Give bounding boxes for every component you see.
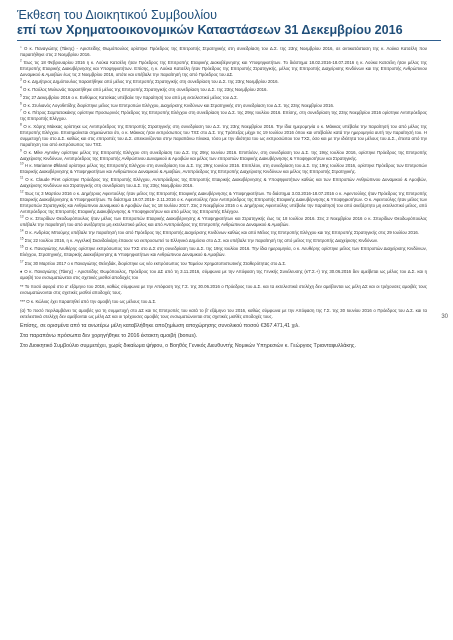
- footnote-text: Ο κ. Πέτρος Σαμπατακάκης ορίστηκε Προσωρινός Πρόεδρος της Επιτροπής Ελέγχου στη συνεδρίαση του Δ.Σ. της 29ης Ιουλίου 2016. Επίσης, στη συνεδρίαση της 23ης Νοεμβρίου 2016 ορίστηκε Αντιπρόεδρος της Επιτροπής Ελέγχου.: [20, 110, 427, 122]
- footnote: [20, 261, 427, 267]
- footnote: [20, 230, 427, 236]
- closing-paragraphs: [20, 323, 427, 350]
- footnote-marker: 5: [20, 93, 22, 98]
- footnotes-body: [20, 46, 427, 636]
- report-title: Έκθεση του Διοικητικού Συμβουλίου: [17, 8, 218, 22]
- footnote-text: Η κ. Marianne Økland ορίστηκε μέλος της Επιτροπής Ελέγχου στη συνεδρίαση του Δ.Σ. της 29ης Ιουνίου 2016. Επιπλέον, στη συνεδρίαση του Δ.Σ. της 19ης Ιουλίου 2016, ορίστηκε Πρόεδρος των Επιτροπών Εταιρικής Διακυβέρνησης & Υποψηφιοτήτων και Ανθρώπινου Δυναμικού & Αμοιβών, Αντιπρόεδρος της Επιτροπής Διαχείρισης Κινδύνων και μέλος της Επιτροπής Στρατηγικής.: [20, 163, 427, 175]
- footnote-text: Ο κ. Παύλος Μυλωνάς παραιτήθηκε από μέλος της Επιτροπής Στρατηγικής στη συνεδρίαση του Δ.Σ. της 23ης Νοεμβρίου 2016.: [23, 87, 268, 93]
- footnote-text: Ο κ. Χάρης Μάκκας ορίστηκε ως Αντιπρόεδρος της Επιτροπής Στρατηγικής στη συνεδρίαση του Δ.Σ. της 23ης Νοεμβρίου 2016. Την ίδια ημερομηνία ο κ. Μάκκας υπέβαλε την παραίτησή του από μέλος της Επιτροπής Ελέγχου. Επισημαίνεται σημειώνεται ότι, ο κ. Μάκκας ήταν εκπρόσωπος του ΤΧΣ στο Δ.Σ. της Τράπεζας μέχρι τις 19 Ιουλίου 2016 όπου και υπέβαλλε κατά την ημερομηνία αυτή την παραίτησή του. Η συμμετοχή του στο Δ.Σ. καθώς και στις επιτροπές του Δ.Σ. απεικονίζονται στην παραπάνω πίνακα, τόσο με την ιδιότητα του ως εκπροσώπου του ΤΧΣ, όσο και με την ιδιότητα του μέλους του Δ.Σ., έπειτα από την παραίτηση του από εκπρόσωπος του ΤΧΣ.: [20, 124, 427, 147]
- footnotes-list: [20, 46, 427, 320]
- footnote-text: Ο κ. Στυλιανός Λογοθετίδης διορίστηκε μέλος των Επιτροπών Ελέγχου, Διαχείρισης Κινδύνων και Στρατηγικής στη συνεδρίαση του Δ.Σ. της 23ης Νοεμβρίου 2016.: [23, 102, 335, 108]
- footnote-marker: 4: [20, 85, 22, 90]
- footnote-marker: 12: [20, 189, 24, 194]
- footnote: [20, 103, 427, 109]
- footnote: [20, 308, 427, 320]
- footnote-text: Στις 22 Ιουλίου 2016, η κ. Αγγελική Σκανδαλιάρη έπαυσε να εκπροσωπεί το Ελληνικό Δημόσιο στο Δ.Σ. και υπέβαλε την παραίτησή της από μέλος της Επιτροπής Διαχείρισης Κινδύνων.: [24, 237, 379, 243]
- footnote: [20, 110, 427, 122]
- footnote-text: *** Ο κ. Κώλιος έχει παραιτηθεί από την αμοιβή του ως μέλους του Δ.Σ.: [20, 299, 157, 305]
- footnote-text: Ο κ. Παναγιώτης Λευθέρης ορίστηκε εκπρόσωπος του ΤΧΣ στο Δ.Σ στη συνεδρίαση του Δ.Σ. της 19ης Ιουλίου 2016. Την ίδια ημερομηνία, ο κ. Λευθέρης ορίστηκε μέλος των Επιτροπών Διαχείρισης Κινδύνων, Ελέγχου, Στρατηγικής, Εταιρικής Διακυβέρνησης & Υποψηφιοτήτων και Ανθρώπινου Δυναμικού & Αμοιβών.: [20, 245, 427, 257]
- footnote-text: (α) Το ποσό περιλαμβάνει τις αμοιβές για τη συμμετοχή στο ΔΣ και τις Επιτροπές του κατά το β' εξάμηνο του 2016, καθώς σύμφωνα με την Απόφαση της Γ.Σ. της 30 Ιουνίου 2016 ο Πρόεδρος του Δ.Σ. και τα εκτελεστικά στελέχη δεν αμείβονται ως μέλη ΔΣ και οι τρέχουσες αμοιβές τους ενσωματώνονται στις σχετικές μισθές αποδοχές τους.: [20, 308, 427, 320]
- body-paragraph: Στο Διοικητικό Συμβούλιο συμμετέχει, χωρίς δικαίωμα ψήφου, ο Βοηθός Γενικός Διευθυντής Νομικών Υπηρεσιών κ. Γεώργιος Τριανταφυλλάκης.: [20, 343, 356, 350]
- body-paragraph: Επίσης, σε ορισμένα από τα ανωτέρω μέλη καταβλήθηκε αποζημίωση αποχώρησης συνολικού ποσού €367.471,41 χιλ.: [20, 323, 300, 330]
- footnote-text: Ο κ. Ανδρέας Μπούμης υπέβαλε την παραίτησή του από Πρόεδρος της Επιτροπής Διαχείρισης Κινδύνων καθώς και από Μέλος της Επιτροπής Ελέγχου και της Επιτροπής Στρατηγικής στις 29 Ιουλίου 2016.: [24, 230, 419, 236]
- footnote-marker: 2: [20, 58, 22, 63]
- footnote: [20, 46, 427, 58]
- footnote-text: ** Το ποσό αφορά στο α' εξάμηνο του 2016, καθώς σύμφωνα με την Απόφαση της Γ.Σ. της 30.06.2016 ο Πρόεδρος του Δ.Σ. και τα εκτελεστικά στελέχη δεν αμείβονται ως μέλη ΔΣ και οι τρέχουσες αμοιβές τους ενσωματώνονται στις σχετικές μισθοί αποδοχές τους.: [20, 284, 427, 296]
- footnote-marker: 9: [20, 148, 22, 153]
- footnote: [20, 246, 427, 258]
- body-paragraph: Στα παραπάνω πρόσωπα δεν χορηγήθηκε το 2016 έκτακτη αμοιβή (bonus).: [20, 333, 198, 340]
- footnote: [20, 177, 427, 189]
- footnote-marker: 1: [20, 46, 22, 49]
- footnote-marker: 13: [20, 214, 24, 219]
- footnote-marker: 3: [20, 77, 22, 82]
- footnote-marker: 17: [20, 259, 24, 264]
- footnote: [20, 238, 427, 244]
- footnote-text: Έως τις 18 Φεβρουαρίου 2016 η κ. Λούκα Κατσέλη ήταν Πρόεδρος της Επιτροπής Εταιρικής Διακυβέρνησης και Υποψηφιοτήτων. Το διάστημα 18.02.2016-18.07.2016 η κ. Λούκα Κατσέλη ήταν μέλος της Επιτροπής Εταιρικής Διακυβέρνησης και Υποψηφιοτήτων. Επίσης, η κ. Λούκα Κατσέλη ήταν Πρόεδρος της Επιτροπής Στρατηγικής, μέλος της Επιτροπής Διαχείρισης Κινδύνων και της Επιτροπής Ανθρώπινου Δυναμικού & Αμοιβών έως τις 2 Νοεμβρίου 2016, οπότε και υπέβαλε την παραίτησή της από Πρόεδρος του ΔΣ.: [20, 59, 427, 77]
- footnote-marker: 14: [20, 228, 24, 233]
- footnote-marker: 7: [20, 108, 22, 113]
- footnote: [20, 269, 427, 281]
- page-number: 30: [441, 314, 448, 320]
- footnote: [20, 87, 427, 93]
- footnote-text: Ο κ. Mike Aynsley ορίστηκε μέλος της Επιτροπής Ελέγχου στη συνεδρίαση του Δ.Σ. της 29ης Ιουνίου 2016. Επιπλέον, στη συνεδρίαση του Δ.Σ. της 19ης Ιουλίου 2016, ορίστηκε Πρόεδρος της Επιτροπής Διαχείρισης Κινδύνων, Αντιπρόεδρος της Επιτροπής Ανθρώπινου Δυναμικού & Αμοιβών και μέλος των επιτροπών Εταιρικής Διακυβέρνησης & Υποψηφιοτήτων και Στρατηγικής.: [20, 149, 427, 161]
- footnote-marker: 15: [20, 236, 24, 241]
- footnote: [20, 284, 427, 296]
- footnote: [20, 60, 427, 78]
- footnote-marker: 16: [20, 244, 24, 249]
- footnote-text: Στις 30 Μαρτίου 2017 ο κ Παναγιώτης Θεληδάκ, διορίστηκε ως νέο εκπρόσωπος του Ταμείου Χρηματοπιστωτικής Σταθερότητας στο Δ.Σ.: [24, 260, 287, 266]
- page-header: [17, 8, 441, 38]
- footnote: [20, 216, 427, 228]
- footnote: [20, 163, 427, 175]
- footnote-text: ♦ Ο κ. Παναγιώτης (Τάκης) - Αριστείδης Θωμόπουλος, Πρόεδρος του ΔΣ από τη 3.11.2016, σύμφωνα με την Απόφαση της Γενικής Συνέλευσης (κ'Γ.Σ.+) της 30.06.2016 δεν αμείβεται ως μέλος του Δ.Σ. και η αμοιβή του ενσωματώνεται στις σχετικές μισθοί αποδοχές του: [20, 269, 427, 281]
- footnote: [20, 124, 427, 148]
- footnote-marker: 11: [20, 175, 24, 180]
- footnote-text: Ο κ. Σπυρίδων Θεοδωρόπουλος ήταν μέλος των Επιτροπών Εταιρικής Διακυβέρνησης & Υποψηφιοτήτων και Στρατηγικής έως τις 18 Ιουλίου 2016. Στις 2 Νοεμβρίου 2016 ο κ. Σπυρίδων Θεοδωρόπουλος υπέβαλε την παραίτησή του από ανεξάρτητο μη εκτελεστικό μέλος και από Αντιπρόεδρος της Επιτροπής Ανθρώπινου Δυναμικού & Αμοιβών.: [20, 216, 427, 228]
- footnote-text: Ο κ. Δημήτριος Δημόπουλος παραιτήθηκε από μέλος της Επιτροπής Στρατηγικής στη συνεδρίαση του Δ.Σ. της 23ης Νοεμβρίου 2016.: [23, 79, 279, 85]
- footnote: [20, 191, 427, 215]
- footnote-text: Ο κ. Claude Piret ορίστηκε Πρόεδρος της Επιτροπής Ελέγχου, Αντιπρόεδρος της Επιτροπής Εταιρικής Διακυβέρνησης & Υποψηφιοτήτων καθώς και των Επιτροπών Ανθρώπινου Δυναμικού & Αμοιβών, Διαχείρισης Κινδύνων και Στρατηγικής στη συνεδρίαση του Δ.Σ. της 23ης Νοεμβρίου 2016.: [20, 177, 427, 189]
- report-subtitle: επί των Χρηματοοικονομικών Καταστάσεων 31 Δεκεμβρίου 2016: [17, 23, 403, 37]
- footnote-text: Έως τις 3 Μαρτίου 2016 ο κ. Δημήτριος Αφεντούλης ήταν μέλος της Επιτροπής Εταιρικής Διακυβέρνησης & Υποψηφιοτήτων. Το διάστημα 3.03.2016-18.07.2016 ο κ. Αφεντούλης ήταν Πρόεδρος της Επιτροπής Εταιρικής Διακυβέρνησης & Υποψηφιοτήτων. Το διάστημα 19.07.2016- 2.11.2016 ο κ. Αφεντούλης ήταν Αντιπρόεδρος της Επιτροπής Εταιρικής Διακυβέρνησης & Υποψηφιοτήτων. Ο κ. Αφεντούλης ήταν μέλος των Επιτροπών Στρατηγικής και Ανθρώπινου Δυναμικού & Αμοιβών έως τις 18 Ιουλίου 2017. Στις 2 Νοεμβρίου 2016 ο κ. Δημήτριος Αφεντούλης υπέβαλε την παραίτησή του από ανεξάρτητο μη εκτελεστικό μέλος, από Αντιπρόεδρος της Επιτροπής Εταιρικής Διακυβέρνησης & Υποψηφιοτήτων και από μέλος της Επιτροπής Ελέγχου.: [20, 190, 427, 214]
- footnote: [20, 150, 427, 162]
- footnote-text: Στις 27 Δεκεμβρίου 2016 ο κ. Ευθύμιος Κατσίκας υπέβαλε την παραίτησή του από μη εκτελεστικό μέλος του Δ.Σ.: [23, 94, 239, 100]
- header-divider: [17, 40, 441, 41]
- footnote: [20, 299, 427, 305]
- footnote: [20, 95, 427, 101]
- footnote: [20, 79, 427, 85]
- footnote-marker: 6: [20, 101, 22, 106]
- footnote-marker: 8: [20, 122, 22, 127]
- footnote-text: Ο κ. Παναγιώτης (Τάκης) - Αριστείδης Θωμόπουλος ορίστηκε Πρόεδρος της Επιτροπής Στρατηγικής στη συνεδρίαση του Δ.Σ. της 23ης Νοεμβρίου 2016, σε αντικατάσταση της κ. Λούκα Κατσέλη που παραιτήθηκε στις 2 Νοεμβρίου 2016.: [20, 46, 427, 57]
- footnote-marker: 10: [20, 161, 24, 166]
